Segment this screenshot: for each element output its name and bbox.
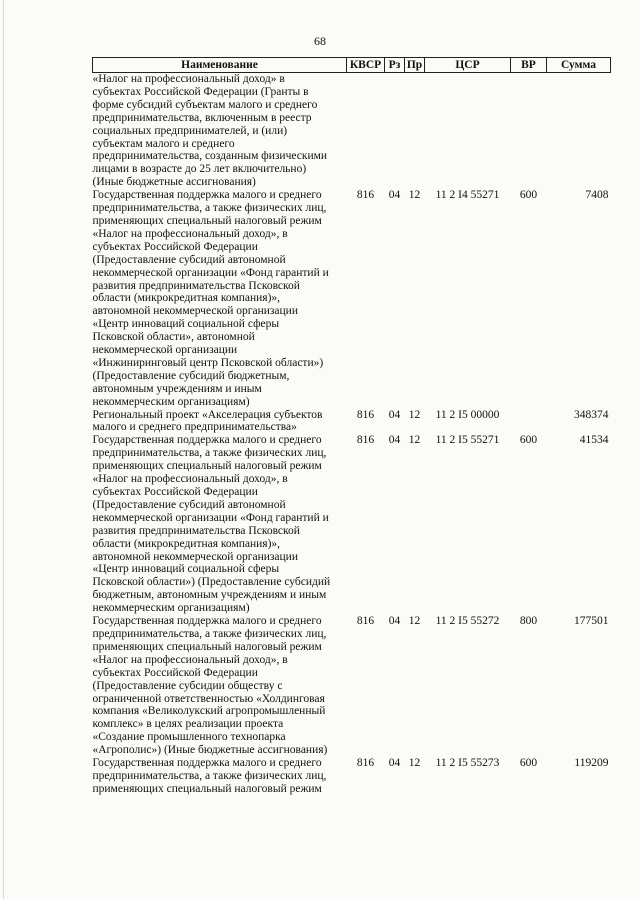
row-rz-cell: 04 (388, 189, 401, 202)
row-sum-cell (547, 73, 611, 190)
row-name-line: предпринимательства, созданным физическими (92, 150, 328, 163)
table-row (93, 757, 611, 796)
row-name-line: (Предоставление субсидий автономной (92, 253, 286, 266)
row-pr-cell: 12 (408, 434, 421, 447)
row-name-line: форме субсидий субъектам малого и среднего (92, 98, 318, 111)
row-name-cell (93, 434, 347, 615)
row-name-line: Государственная поддержка малого и среднего (92, 757, 322, 770)
row-kvsr-cell (347, 73, 385, 190)
row-name-line: «Налог на профессиональный доход», в (92, 653, 288, 666)
row-name-line: применяющих специальный налоговый режим (92, 782, 322, 795)
row-name-line: автономной некоммерческой организации (92, 305, 298, 318)
budget-table (92, 57, 611, 796)
row-name-cell (93, 409, 347, 435)
row-name-line: применяющих специальный налоговый режим (92, 214, 322, 227)
row-name-line: (Иные бюджетные ассигнования) (92, 176, 256, 189)
row-kvsr-cell: 816 (356, 189, 375, 202)
row-kvsr-cell: 816 (356, 434, 375, 447)
row-name-line: «Инжиниринговый центр Псковской области») (92, 356, 324, 369)
row-rz-cell: 04 (388, 434, 401, 447)
row-name-line: «Налог на профессиональный доход», в (92, 227, 288, 240)
row-name-line: некоммерческой организации (92, 344, 238, 357)
row-sum-cell: 348374 (574, 408, 609, 421)
header-sum: Сумма (547, 58, 611, 73)
row-rz-cell: 04 (388, 615, 401, 628)
row-name-line: Государственная поддержка малого и среднего (92, 434, 322, 447)
row-name-line: предпринимательства, включенным в реестр (92, 111, 312, 124)
header-kvsr: КВСР (347, 58, 385, 73)
row-name-line: (Предоставление субсидии обществу с (92, 679, 283, 692)
row-rz-cell (385, 73, 405, 190)
row-name-line: субъектах Российской Федерации (92, 486, 258, 498)
row-sum-cell: 41534 (579, 434, 609, 447)
row-pr-cell (405, 73, 425, 190)
row-vr-cell (511, 73, 547, 190)
row-name-line: Псковской области») (Предоставление субсидий (92, 576, 331, 589)
row-vr-cell: 800 (519, 615, 538, 628)
row-name-cell (93, 757, 347, 796)
row-name-line: Государственная поддержка малого и среднего (92, 189, 322, 202)
row-name-line: «Центр инноваций социальной сферы (92, 318, 280, 331)
row-name-line: лицами в возрасте до 25 лет включительно) (92, 163, 307, 176)
row-name-cell (93, 189, 347, 408)
row-name-line: «Создание промышленного технопарка (92, 731, 286, 744)
row-name-line: «Агрополис») (Иные бюджетные ассигнования) (92, 744, 328, 757)
row-name-line: некоммерческой организации «Фонд гарантий и (92, 266, 329, 279)
row-name-line: автономной некоммерческой организации (92, 550, 298, 563)
row-pr-cell: 12 (408, 408, 421, 421)
table-row (93, 615, 611, 757)
row-name-line: субъектах Российской Федерации (Гранты в (92, 85, 309, 98)
row-name-line: (Предоставление субсидий автономной (92, 498, 286, 511)
row-kvsr-cell: 816 (356, 757, 375, 770)
row-name-line: предпринимательства, а также физических лиц, (92, 627, 327, 640)
row-rz-cell: 04 (388, 757, 401, 770)
header-pr: Пр (405, 58, 425, 73)
header-csr: ЦСР (425, 58, 511, 73)
table-row (93, 409, 611, 435)
row-name-line: (Предоставление субсидий бюджетным, (92, 369, 290, 382)
table-row (93, 73, 611, 190)
row-name-line: субъектах Российской Федерации (92, 240, 258, 253)
row-pr-cell: 12 (408, 615, 421, 628)
row-kvsr-cell: 816 (356, 615, 375, 628)
row-name-line: развития предпринимательства Псковской (92, 524, 300, 537)
row-name-line: предпринимательства, а также физических лиц, (92, 447, 327, 460)
row-name-line: некоммерческой организации «Фонд гарантий и (92, 511, 329, 524)
row-name-line: бюджетным, автономным учреждениям и иным (92, 589, 327, 602)
row-kvsr-cell: 816 (356, 408, 375, 421)
row-name-line: компания «Великолукский агропромышленный (92, 705, 326, 718)
row-csr-cell (425, 73, 511, 190)
header-name: Наименование (93, 58, 347, 73)
row-name-line: «Центр инноваций социальной сферы (92, 563, 280, 576)
row-vr-cell: 600 (519, 189, 538, 202)
row-name-line: области (микрокредитная компания)», (92, 537, 281, 550)
row-name-line: Государственная поддержка малого и среднего (92, 615, 322, 628)
row-vr-cell: 600 (519, 757, 538, 770)
row-name-line: ограниченной ответственностью «Холдинговая (92, 692, 325, 705)
row-name-cell (93, 73, 347, 190)
row-sum-cell: 177501 (574, 615, 609, 628)
row-name-line: области (микрокредитная компания)», (92, 292, 281, 305)
table-row (93, 434, 611, 615)
row-csr-cell: 11 2 I5 55271 (435, 434, 500, 447)
header-vr: ВР (511, 58, 547, 73)
row-vr-cell (511, 409, 547, 435)
row-name-line: применяющих специальный налоговый режим (92, 640, 322, 653)
table-row (93, 189, 611, 408)
row-csr-cell: 11 2 I5 55273 (435, 757, 500, 770)
row-pr-cell: 12 (408, 189, 421, 202)
row-name-line: малого и среднего предпринимательства» (92, 421, 297, 434)
row-sum-cell: 7408 (585, 189, 609, 202)
row-name-line: «Налог на профессиональный доход», в (92, 473, 288, 486)
row-rz-cell: 04 (388, 408, 401, 421)
row-csr-cell: 11 2 I4 55271 (435, 189, 500, 202)
row-csr-cell: 11 2 I5 00000 (435, 408, 500, 421)
row-name-line: развития предпринимательства Псковской (92, 279, 300, 292)
row-name-cell (93, 615, 347, 757)
row-name-line: субъектах Российской Федерации (92, 666, 258, 679)
table-body (93, 73, 611, 796)
row-name-line: применяющих специальный налоговый режим (92, 460, 322, 473)
row-name-line: социальных предпринимателей, и (или) (92, 124, 288, 137)
row-name-line: комплекс» в целях реализации проекта (92, 718, 284, 731)
header-rz: Рз (385, 58, 405, 73)
row-name-line: предпринимательства, а также физических лиц, (92, 769, 327, 782)
row-vr-cell: 600 (519, 434, 538, 447)
scan-edge (3, 0, 4, 899)
row-pr-cell: 12 (408, 757, 421, 770)
row-name-line: «Налог на профессиональный доход» в (92, 73, 285, 85)
row-name-line: некоммерческим организациям) (92, 602, 250, 615)
row-name-line: автономным учреждениям и иным (92, 382, 262, 395)
row-name-line: субъектам малого и среднего (92, 137, 235, 150)
row-name-line: Псковской области», автономной (92, 331, 255, 344)
row-name-line: Региональный проект «Акселерация субъектов (92, 408, 323, 421)
table-header-row (93, 58, 611, 73)
row-csr-cell: 11 2 I5 55272 (435, 615, 500, 628)
row-name-line: предпринимательства, а также физических лиц, (92, 202, 327, 215)
row-sum-cell: 119209 (574, 757, 609, 770)
row-name-line: некоммерческим организациям) (92, 395, 250, 408)
page-number: 68 (314, 34, 326, 48)
